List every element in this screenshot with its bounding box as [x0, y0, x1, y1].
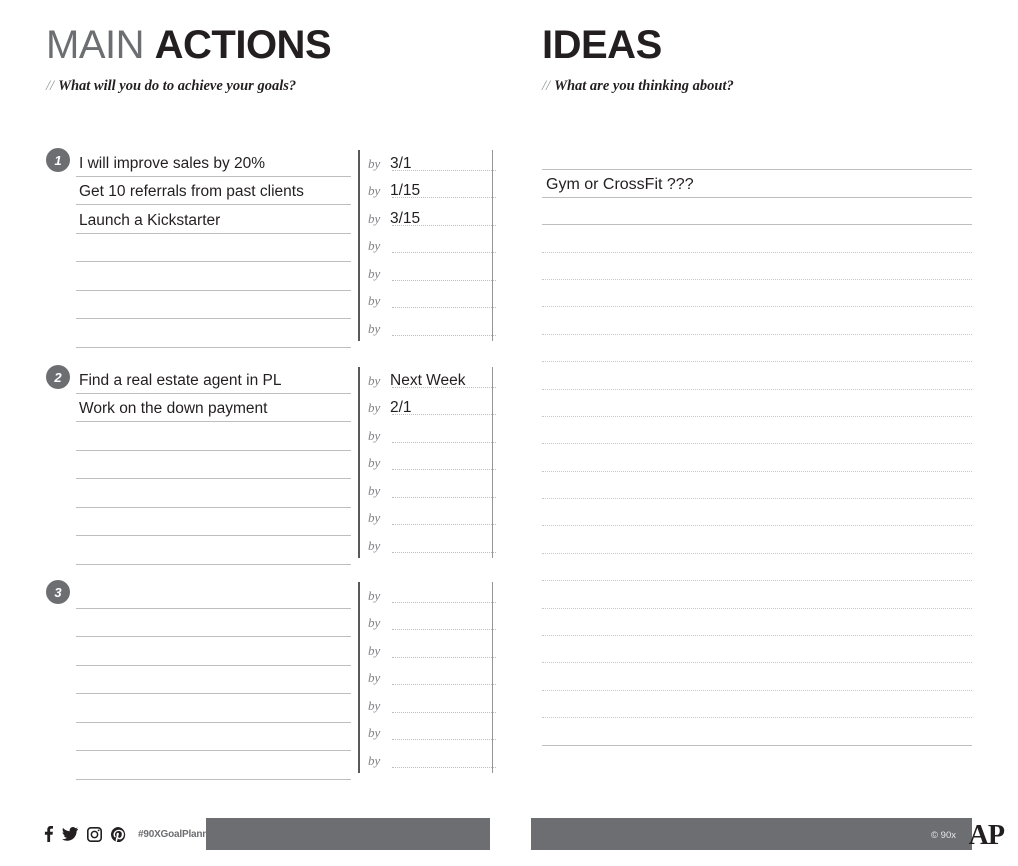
ideas-lines [542, 143, 972, 746]
deadline-right-rule [492, 582, 493, 773]
action-lines [76, 580, 351, 780]
deadline-row[interactable] [368, 690, 496, 718]
column-divider [358, 582, 360, 773]
deadline-rule [392, 307, 496, 308]
deadline-row[interactable] [368, 231, 496, 259]
idea-line[interactable] [542, 691, 972, 718]
action-line[interactable] [76, 365, 351, 394]
idea-line[interactable] [542, 499, 972, 526]
deadline-right-rule [492, 150, 493, 341]
main-actions-subtitle [46, 78, 496, 95]
idea-line[interactable] [542, 417, 972, 444]
action-line[interactable] [76, 394, 351, 423]
idea-line[interactable] [542, 253, 972, 280]
action-line[interactable] [76, 205, 351, 234]
action-line[interactable] [76, 451, 351, 480]
action-line[interactable] [76, 751, 351, 780]
idea-line[interactable] [542, 335, 972, 362]
action-line[interactable] [76, 694, 351, 723]
action-line[interactable] [76, 422, 351, 451]
deadline-row[interactable] [368, 420, 496, 448]
column-divider [358, 150, 360, 341]
deadline-rule [392, 657, 496, 658]
deadline-column [368, 148, 496, 341]
social-links [44, 826, 217, 842]
deadline-rule [392, 524, 496, 525]
action-line[interactable] [76, 723, 351, 752]
by-label: by [368, 537, 381, 553]
by-label: by [368, 615, 381, 630]
title-word-main: MAIN [46, 23, 144, 67]
ideas-subtitle [542, 78, 974, 95]
main-actions-title [46, 22, 496, 68]
by-label: by [368, 482, 381, 498]
action-block-badge: 2 [46, 365, 70, 389]
idea-line[interactable] [542, 280, 972, 307]
action-line[interactable] [76, 609, 351, 638]
deadline-row[interactable] [368, 475, 496, 503]
deadline-row[interactable] [368, 608, 496, 636]
deadline-row[interactable] [368, 448, 496, 476]
deadline-row[interactable] [368, 393, 496, 421]
deadline-rule [392, 684, 496, 685]
idea-line[interactable] [542, 225, 972, 252]
action-line[interactable] [76, 177, 351, 206]
idea-line[interactable] [542, 143, 972, 170]
by-label: by [368, 210, 381, 226]
action-line[interactable] [76, 666, 351, 695]
idea-line[interactable] [542, 444, 972, 471]
action-line[interactable] [76, 536, 351, 565]
deadline-row[interactable] [368, 176, 496, 204]
idea-line[interactable] [542, 554, 972, 581]
deadline-row[interactable] [368, 203, 496, 231]
by-label: by [368, 400, 381, 415]
deadline-row[interactable] [368, 530, 496, 558]
action-text: Work on the down payment [79, 400, 268, 417]
idea-line[interactable] [542, 307, 972, 334]
hashtag-label: #90XGoalPlanner [138, 828, 218, 840]
idea-line[interactable] [542, 362, 972, 389]
deadline-text: Next Week [390, 371, 466, 389]
action-line[interactable] [76, 479, 351, 508]
by-label: by [368, 670, 381, 685]
deadline-rule [392, 469, 496, 470]
action-line[interactable] [76, 291, 351, 320]
by-label: by [368, 752, 381, 768]
by-label: by [368, 587, 381, 603]
deadline-rule [392, 629, 496, 630]
footer-bar-right [531, 818, 972, 850]
deadline-rule [392, 497, 496, 498]
ideas-title [542, 22, 974, 68]
deadline-row[interactable] [368, 663, 496, 691]
deadline-row[interactable] [368, 286, 496, 314]
idea-line[interactable] [542, 663, 972, 690]
by-label: by [368, 642, 381, 658]
deadline-row[interactable] [368, 313, 496, 341]
deadline-text: 3/1 [390, 154, 412, 172]
copyright-label: © 90x [931, 830, 956, 841]
title-word-ideas: IDEAS [542, 23, 662, 67]
idea-line[interactable] [542, 526, 972, 553]
instagram-icon[interactable] [87, 827, 102, 842]
action-line[interactable] [76, 262, 351, 291]
deadline-rule [392, 252, 496, 253]
idea-line[interactable] [542, 198, 972, 225]
deadline-column [368, 580, 496, 773]
column-divider [358, 367, 360, 558]
deadline-row[interactable] [368, 635, 496, 663]
by-label: by [368, 155, 381, 171]
idea-line[interactable] [542, 390, 972, 417]
by-label: by [368, 725, 381, 740]
main-actions-subtitle-text: What will you do to achieve your goals? [58, 78, 297, 94]
deadline-text: 2/1 [390, 399, 412, 416]
deadline-text: 1/15 [390, 182, 421, 199]
by-label: by [368, 372, 381, 388]
action-lines [76, 148, 351, 348]
by-label: by [368, 265, 381, 281]
action-text: Get 10 referrals from past clients [79, 183, 304, 200]
deadline-text: 3/15 [390, 209, 421, 227]
action-text: I will improve sales by 20% [79, 154, 266, 172]
deadline-rule [392, 602, 496, 603]
deadline-row[interactable] [368, 580, 496, 608]
ideas-column [542, 22, 974, 95]
deadline-rule [392, 280, 496, 281]
slashes-mark-left: // [46, 78, 55, 94]
ideas-subtitle-text: What are you thinking about? [554, 78, 734, 94]
by-label: by [368, 697, 381, 713]
deadline-row[interactable] [368, 365, 496, 393]
deadline-rule [392, 335, 496, 336]
idea-line[interactable] [542, 609, 972, 636]
by-label: by [368, 238, 381, 253]
deadline-rule [392, 552, 496, 553]
deadline-rule [392, 712, 496, 713]
by-label: by [368, 183, 381, 198]
by-label: by [368, 455, 381, 470]
by-label: by [368, 293, 381, 308]
pinterest-icon[interactable] [111, 827, 126, 842]
idea-text: Gym or CrossFit ??? [546, 175, 694, 193]
footer-bar-left [206, 818, 490, 850]
by-label: by [368, 320, 381, 336]
action-lines [76, 365, 351, 565]
action-line[interactable] [76, 508, 351, 537]
deadline-rule [392, 739, 496, 740]
idea-line[interactable] [542, 718, 972, 745]
deadline-right-rule [492, 367, 493, 558]
idea-line[interactable] [542, 581, 972, 608]
deadline-row[interactable] [368, 148, 496, 176]
idea-line[interactable] [542, 636, 972, 663]
ap-logo: AP [968, 820, 1004, 851]
slashes-mark-right: // [542, 78, 551, 94]
action-line[interactable] [76, 234, 351, 263]
action-line[interactable] [76, 580, 351, 609]
idea-line[interactable] [542, 472, 972, 499]
deadline-row[interactable] [368, 745, 496, 773]
action-line[interactable] [76, 637, 351, 666]
deadline-row[interactable] [368, 258, 496, 286]
facebook-icon[interactable] [44, 826, 53, 842]
action-line[interactable] [76, 319, 351, 348]
twitter-icon[interactable] [62, 827, 78, 841]
action-line[interactable] [76, 148, 351, 177]
deadline-row[interactable] [368, 718, 496, 746]
idea-line[interactable] [542, 170, 972, 197]
action-text: Find a real estate agent in PL [79, 371, 282, 389]
deadline-rule [392, 767, 496, 768]
action-block-badge: 3 [46, 580, 70, 604]
deadline-row[interactable] [368, 503, 496, 531]
by-label: by [368, 427, 381, 443]
deadline-column [368, 365, 496, 558]
action-block-badge: 1 [46, 148, 70, 172]
deadline-rule [392, 442, 496, 443]
title-word-actions: ACTIONS [154, 23, 332, 67]
idea-rule [542, 745, 972, 746]
by-label: by [368, 510, 381, 525]
action-text: Launch a Kickstarter [79, 211, 221, 229]
main-actions-column [46, 22, 496, 95]
